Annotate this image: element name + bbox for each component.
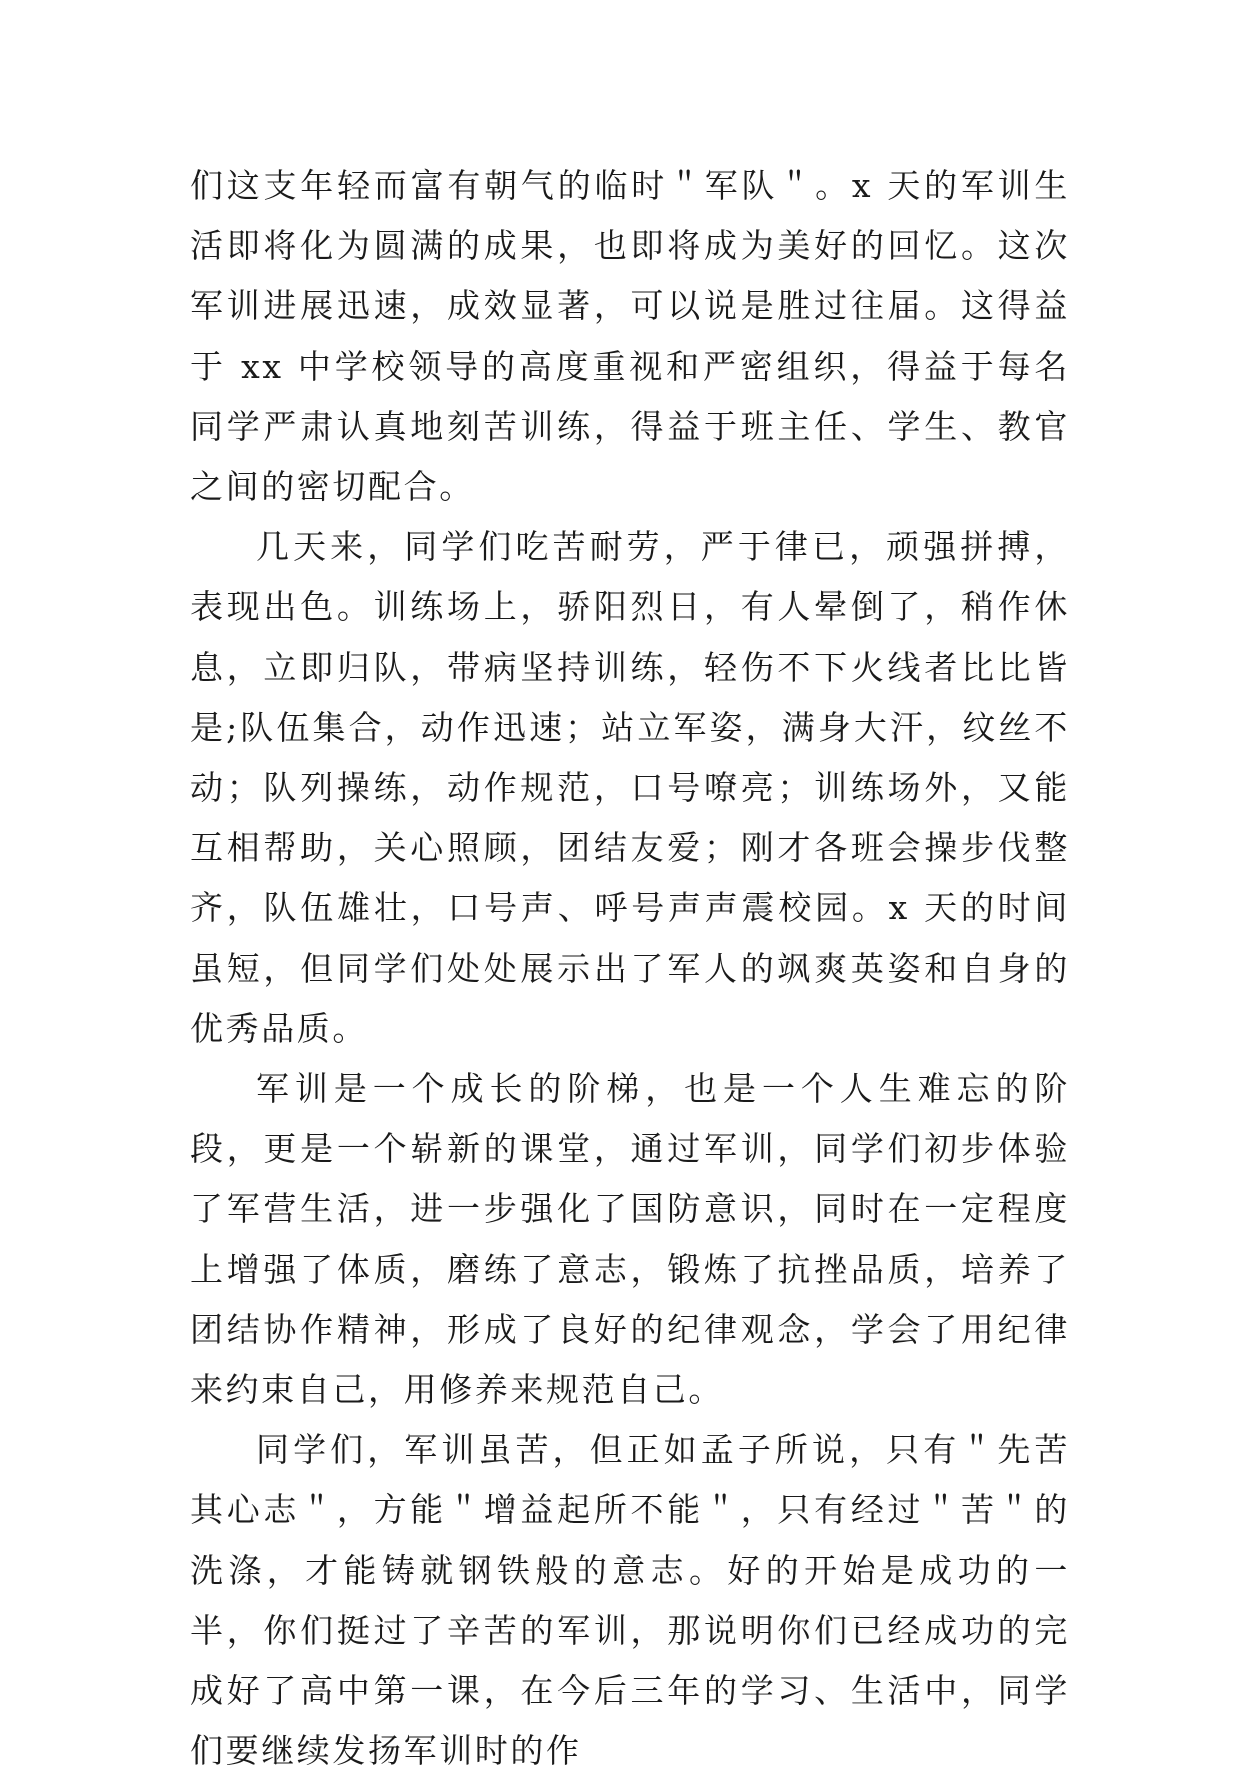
- paragraph-1: 们这支年轻而富有朝气的临时＂军队＂。x 天的军训生活即将化为圆满的成果，也即将成为美好的回忆。这次军训进展迅速，成效显著，可以说是胜过往届。这得益于 xx 中学校领导的高度重视和严密组织，得益于每名同学严肃认真地刻苦训练，得益于班主任、学生、教官之间的密切配合。: [190, 166, 1070, 507]
- paragraph-2: 几天来，同学们吃苦耐劳，严于律已，顽强拼搏，表现出色。训练场上，骄阳烈日，有人晕倒了，稍作休息，立即归队，带病坚持训练，轻伤不下火线者比比皆是;队伍集合，动作迅速；站立军姿，满身大汗，纹丝不动；队列操练，动作规范，口号嘹亮；训练场外，又能互相帮助，关心照顾，团结友爱；刚才各班会操步伐整齐，队伍雄壮，口号声、呼号声声震校园。x 天的时间虽短，但同学们处处展示出了军人的飒爽英姿和自身的优秀品质。: [190, 527, 1070, 1048]
- paragraph-4: 同学们，军训虽苦，但正如孟子所说，只有＂先苦其心志＂，方能＂增益起所不能＂，只有经过＂苦＂的洗涤，才能铸就钢铁般的意志。好的开始是成功的一半，你们挺过了辛苦的军训，那说明你们已经成功的完成好了高中第一课，在今后三年的学习、生活中，同学们要继续发扬军训时的作: [190, 1430, 1070, 1771]
- body-text: [190, 156, 1070, 1781]
- paragraph-3: 军训是一个成长的阶梯，也是一个人生难忘的阶段，更是一个崭新的课堂，通过军训，同学们初步体验了军营生活，进一步强化了国防意识，同时在一定程度上增强了体质，磨练了意志，锻炼了抗挫品质，培养了团结协作精神，形成了良好的纪律观念，学会了用纪律来约束自己，用修养来规范自己。: [190, 1069, 1070, 1410]
